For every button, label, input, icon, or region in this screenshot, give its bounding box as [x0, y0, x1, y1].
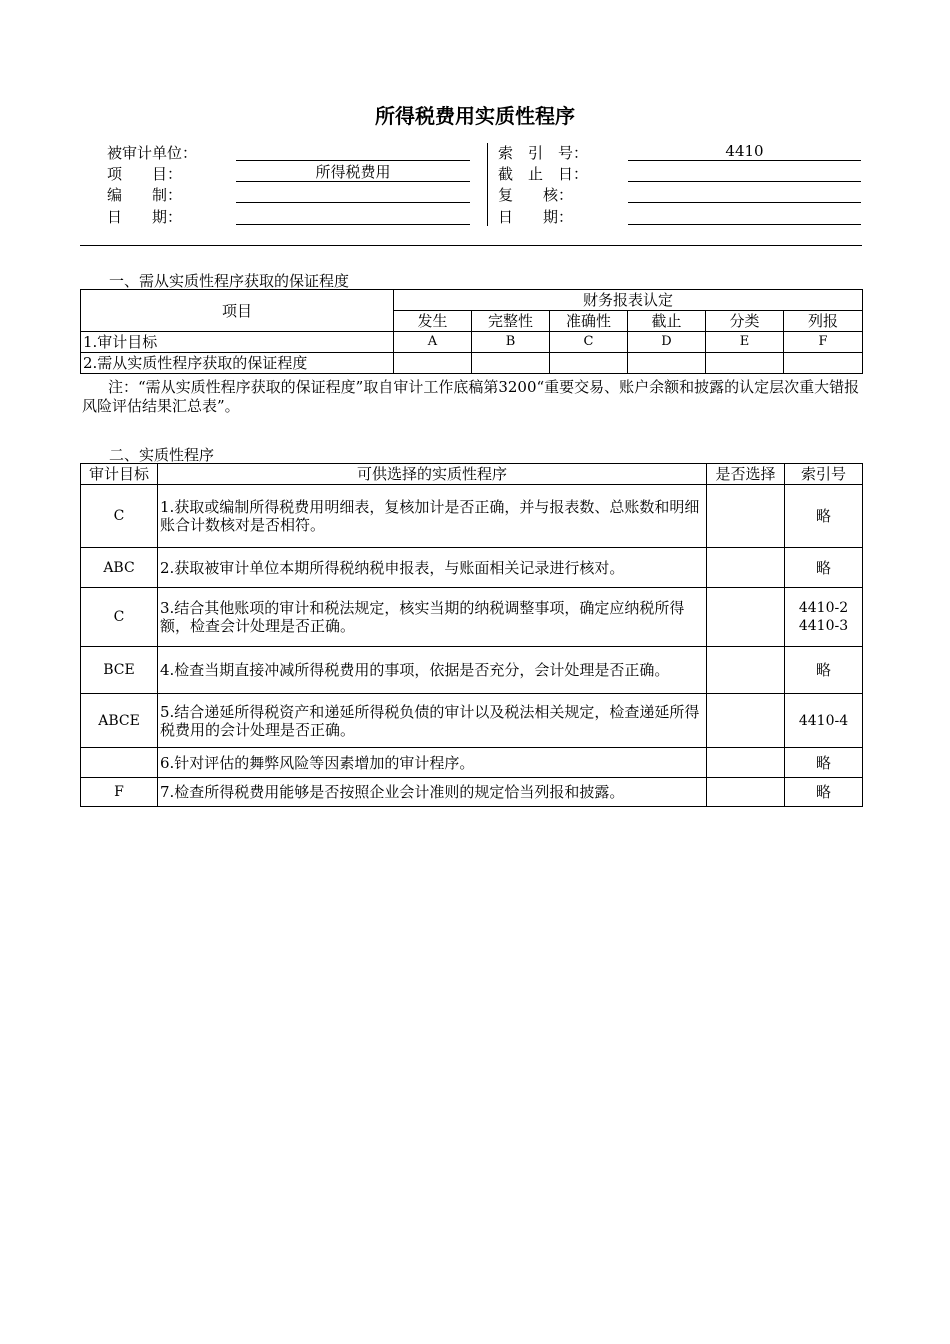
assertion-classification: 分类: [706, 311, 784, 332]
row-index: 略: [785, 748, 863, 778]
label-prepared: 编 制：: [107, 186, 183, 204]
row-audit-objective-label: 1.审计目标: [81, 332, 394, 353]
label-date-right: 日 期：: [498, 208, 574, 226]
row-selected[interactable]: [707, 694, 785, 748]
objective-f: F: [784, 332, 863, 353]
assertion-occurrence: 发生: [394, 311, 472, 332]
field-date-right[interactable]: [628, 206, 861, 225]
row-target: BCE: [81, 647, 158, 694]
header-divider: [487, 143, 488, 226]
col-procedure: 可供选择的实质性程序: [158, 464, 707, 485]
section1-heading: 一、需从实质性程序获取的保证程度: [109, 272, 350, 290]
objective-c: C: [550, 332, 628, 353]
assurance-table: [80, 289, 863, 374]
field-index-no[interactable]: 4410: [628, 142, 861, 161]
field-date-left[interactable]: [236, 206, 470, 225]
assurance-cell[interactable]: [628, 353, 706, 374]
row-selected[interactable]: [707, 647, 785, 694]
label-reviewed: 复 核：: [498, 186, 574, 204]
row-selected[interactable]: [707, 485, 785, 548]
col-index: 索引号: [785, 464, 863, 485]
objective-d: D: [628, 332, 706, 353]
col-selected: 是否选择: [707, 464, 785, 485]
assurance-cell[interactable]: [706, 353, 784, 374]
row-assurance-level-label: 2.需从实质性程序获取的保证程度: [81, 353, 394, 374]
label-item: 项 目：: [107, 165, 183, 183]
row-procedure: 6.针对评估的舞弊风险等因素增加的审计程序。: [158, 748, 707, 778]
assertion-accuracy: 准确性: [550, 311, 628, 332]
row-procedure: 5.结合递延所得税资产和递延所得税负债的审计以及税法相关规定，检查递延所得税费用的会计处理是否正确。: [158, 694, 707, 748]
row-procedure: 4.检查当期直接冲减所得税费用的事项，依据是否充分，会计处理是否正确。: [158, 647, 707, 694]
label-date-left: 日 期：: [107, 208, 183, 226]
header-bottom-rule: [80, 245, 862, 246]
row-index: 略: [785, 485, 863, 548]
row-selected[interactable]: [707, 748, 785, 778]
objective-e: E: [706, 332, 784, 353]
row-index: 4410-2 4410-3: [785, 588, 863, 647]
field-reviewed[interactable]: [628, 184, 861, 203]
table-row: [81, 748, 863, 778]
row-index: 4410-4: [785, 694, 863, 748]
row-index: 略: [785, 778, 863, 807]
table-row: [81, 485, 863, 548]
row-target: ABC: [81, 548, 158, 588]
section1-note: 注：“需从实质性程序获取的保证程度”取自审计工作底稿第3200“重要交易、账户余额和披露的认定层次重大错报风险评估结果汇总表”。: [82, 378, 860, 415]
col-assertions-header: 财务报表认定: [394, 290, 863, 311]
objective-a: A: [394, 332, 472, 353]
label-audited-unit: 被审计单位：: [107, 144, 198, 162]
row-procedure: 2.获取被审计单位本期所得税纳税申报表，与账面相关记录进行核对。: [158, 548, 707, 588]
row-target: ABCE: [81, 694, 158, 748]
row-index: 略: [785, 647, 863, 694]
assertion-presentation: 列报: [784, 311, 863, 332]
assurance-cell[interactable]: [784, 353, 863, 374]
row-target: C: [81, 588, 158, 647]
assertion-cutoff: 截止: [628, 311, 706, 332]
row-procedure: 7.检查所得税费用能够是否按照企业会计准则的规定恰当列报和披露。: [158, 778, 707, 807]
table-row: [81, 548, 863, 588]
row-selected[interactable]: [707, 588, 785, 647]
assertion-completeness: 完整性: [472, 311, 550, 332]
page-title: 所得税费用实质性程序: [375, 104, 575, 128]
label-cutoff-date: 截 止 日：: [498, 165, 589, 183]
row-procedure: 3.结合其他账项的审计和税法规定，核实当期的纳税调整事项，确定应纳税所得额，检查会计处理是否正确。: [158, 588, 707, 647]
row-selected[interactable]: [707, 548, 785, 588]
section2-heading: 二、实质性程序: [109, 446, 215, 464]
objective-b: B: [472, 332, 550, 353]
field-audited-unit[interactable]: [236, 142, 470, 161]
assurance-cell[interactable]: [550, 353, 628, 374]
assurance-cell[interactable]: [394, 353, 472, 374]
table-row: [81, 694, 863, 748]
field-cutoff-date[interactable]: [628, 163, 861, 182]
procedures-table: [80, 463, 863, 807]
field-item[interactable]: 所得税费用: [236, 163, 470, 182]
row-target: F: [81, 778, 158, 807]
table-row: [81, 647, 863, 694]
col-item-header: 项目: [81, 290, 394, 332]
table-row: [81, 588, 863, 647]
table-row: [81, 778, 863, 807]
row-selected[interactable]: [707, 778, 785, 807]
row-target: C: [81, 485, 158, 548]
row-index: 略: [785, 548, 863, 588]
field-prepared[interactable]: [236, 184, 470, 203]
label-index-no: 索 引 号：: [498, 144, 589, 162]
row-procedure: 1.获取或编制所得税费用明细表，复核加计是否正确，并与报表数、总账数和明细账合计数核对是否相符。: [158, 485, 707, 548]
col-audit-target: 审计目标: [81, 464, 158, 485]
row-target: [81, 748, 158, 778]
assurance-cell[interactable]: [472, 353, 550, 374]
